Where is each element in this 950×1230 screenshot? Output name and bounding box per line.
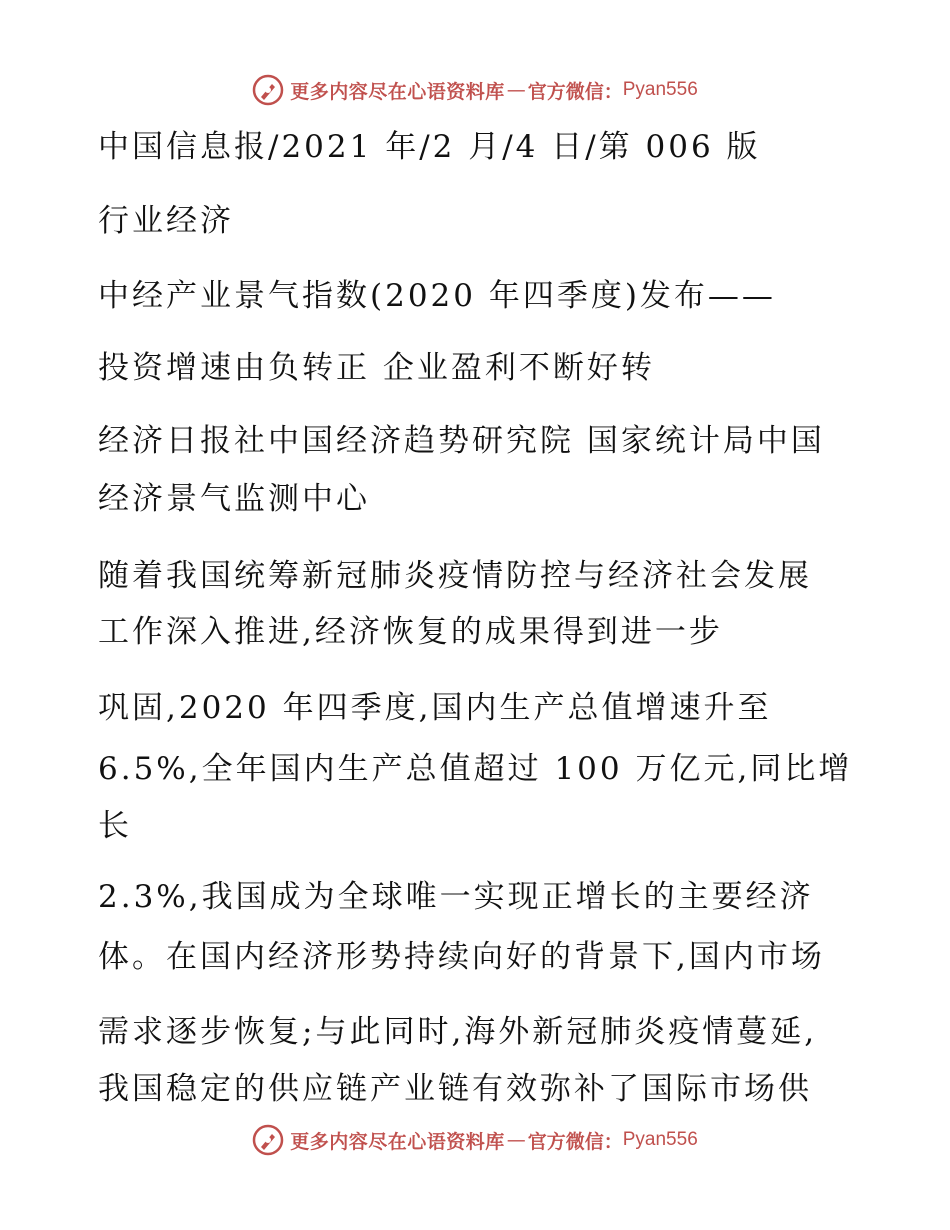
pen-logo-icon bbox=[252, 1124, 284, 1156]
watermark-id: Pyan556 bbox=[622, 79, 698, 100]
watermark-dash: — bbox=[506, 79, 526, 101]
line-body-4: 6.5%,全年国内生产总值超过 100 万亿元,同比增 bbox=[98, 751, 853, 787]
line-body-8: 需求逐步恢复;与此同时,海外新冠肺炎疫情蔓延, bbox=[98, 1014, 818, 1050]
line-body-1: 随着我国统筹新冠肺炎疫情防控与经济社会发展 bbox=[98, 558, 812, 594]
watermark-label: 官方微信： bbox=[527, 1130, 623, 1153]
line-body-6: 2.3%,我国成为全球唯一实现正增长的主要经济 bbox=[98, 879, 814, 915]
watermark-id: Pyan556 bbox=[622, 1129, 698, 1150]
line-author-2: 经济景气监测中心 bbox=[98, 481, 370, 517]
pen-logo-icon bbox=[252, 74, 284, 106]
line-body-7: 体。在国内经济形势持续向好的背景下,国内市场 bbox=[98, 939, 825, 975]
line-section: 行业经济 bbox=[98, 203, 234, 239]
watermark-dash: — bbox=[506, 1129, 526, 1151]
line-body-5: 长 bbox=[98, 808, 132, 844]
line-author-1: 经济日报社中国经济趋势研究院 国家统计局中国 bbox=[98, 423, 825, 459]
watermark-text: 更多内容尽在心语资料库 bbox=[290, 1130, 505, 1153]
line-body-9: 我国稳定的供应链产业链有效弥补了国际市场供 bbox=[98, 1071, 812, 1107]
line-subheadline: 投资增速由负转正 企业盈利不断好转 bbox=[98, 350, 655, 386]
watermark-label: 官方微信： bbox=[527, 80, 623, 103]
line-body-3: 巩固,2020 年四季度,国内生产总值增速升至 bbox=[98, 690, 772, 726]
line-headline: 中经产业景气指数(2020 年四季度)发布—— bbox=[98, 278, 776, 314]
line-body-2: 工作深入推进,经济恢复的成果得到进一步 bbox=[98, 614, 723, 650]
line-source: 中国信息报/2021 年/2 月/4 日/第 006 版 bbox=[98, 129, 761, 165]
watermark-header bbox=[0, 70, 950, 110]
watermark-footer bbox=[0, 1120, 950, 1160]
watermark-text: 更多内容尽在心语资料库 bbox=[290, 80, 505, 103]
